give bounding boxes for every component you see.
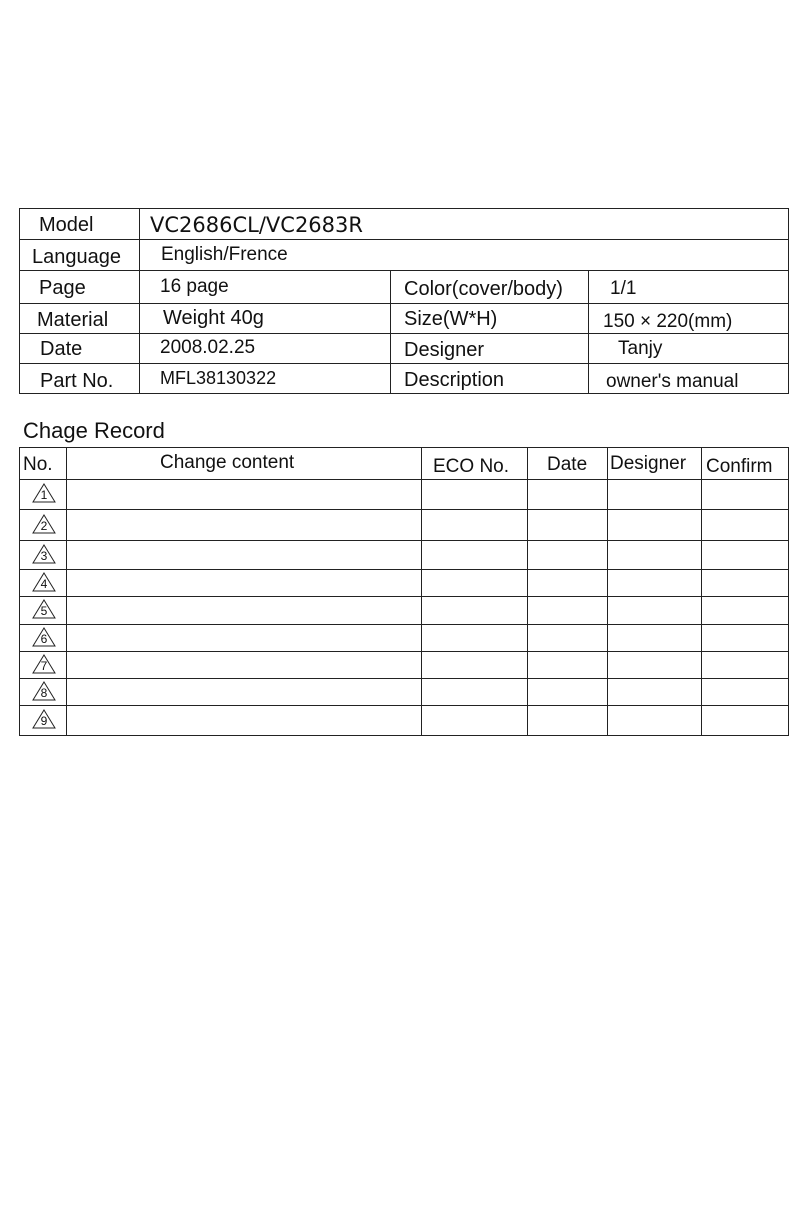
- material-value: Weight 40g: [163, 307, 264, 329]
- row-divider: [20, 363, 788, 364]
- row-divider: [20, 303, 788, 304]
- row-divider: [20, 624, 788, 625]
- row-divider: [20, 678, 788, 679]
- row-divider: [20, 540, 788, 541]
- designer-value: Tanjy: [618, 338, 663, 359]
- size-value: 150 × 220(mm): [603, 311, 733, 332]
- revision-number: 4: [40, 576, 48, 591]
- description-label: Description: [404, 369, 505, 391]
- revision-number: 8: [40, 685, 48, 700]
- row-divider: [20, 239, 788, 240]
- color-value: 1/1: [610, 278, 637, 299]
- language-value: English/Frence: [161, 244, 288, 265]
- color-label: Color(cover/body): [404, 278, 563, 300]
- model-label: Model: [39, 214, 94, 236]
- model-value: VC2686CL/VC2683R: [150, 213, 363, 237]
- revision-triangle-icon: [32, 599, 56, 619]
- col-divider: [421, 448, 422, 735]
- col-divider: [139, 209, 140, 393]
- revision-number: 9: [40, 714, 48, 728]
- row-divider: [20, 705, 788, 706]
- partno-value: MFL38130322: [160, 368, 277, 388]
- col-divider: [390, 270, 391, 393]
- row-divider: [20, 270, 788, 271]
- description-value: owner's manual: [606, 371, 739, 392]
- material-label: Material: [37, 309, 109, 331]
- revision-triangle-icon: [32, 544, 56, 564]
- header-designer: Designer: [610, 453, 687, 474]
- revision-number: 6: [40, 631, 48, 646]
- header-date: Date: [547, 454, 588, 475]
- row-divider: [20, 651, 788, 652]
- document-info-table: [19, 208, 789, 394]
- revision-number: 1: [40, 488, 48, 502]
- header-confirm: Confirm: [706, 456, 773, 477]
- revision-number: 7: [40, 658, 48, 673]
- page-label: Page: [39, 277, 86, 299]
- header-no: No.: [23, 454, 53, 475]
- row-divider: [20, 479, 788, 480]
- revision-number: 5: [40, 604, 48, 618]
- date-value: 2008.02.25: [160, 337, 256, 358]
- header-change-content: Change content: [160, 452, 295, 473]
- size-label: Size(W*H): [404, 308, 498, 330]
- row-divider: [20, 509, 788, 510]
- revision-number: 2: [40, 518, 48, 533]
- col-divider: [66, 448, 67, 735]
- date-label: Date: [40, 338, 83, 360]
- row-divider: [20, 569, 788, 570]
- col-divider: [607, 448, 608, 735]
- revision-triangle-icon: [32, 514, 56, 534]
- partno-label: Part No.: [40, 370, 114, 392]
- col-divider: [588, 270, 589, 393]
- header-eco-no: ECO No.: [433, 456, 510, 477]
- col-divider: [701, 448, 702, 735]
- revision-triangle-icon: [32, 572, 56, 592]
- revision-triangle-icon: [32, 483, 56, 503]
- revision-triangle-icon: [32, 627, 56, 647]
- revision-triangle-icon: [32, 709, 56, 729]
- change-record-table: [19, 447, 789, 736]
- revision-number: 3: [40, 548, 48, 563]
- change-record-title: Chage Record: [23, 418, 165, 443]
- designer-label: Designer: [404, 339, 485, 361]
- col-divider: [527, 448, 528, 735]
- revision-triangle-icon: [32, 654, 56, 674]
- language-label: Language: [32, 246, 121, 268]
- revision-triangle-icon: [32, 681, 56, 701]
- page-value: 16 page: [160, 276, 229, 297]
- row-divider: [20, 333, 788, 334]
- row-divider: [20, 596, 788, 597]
